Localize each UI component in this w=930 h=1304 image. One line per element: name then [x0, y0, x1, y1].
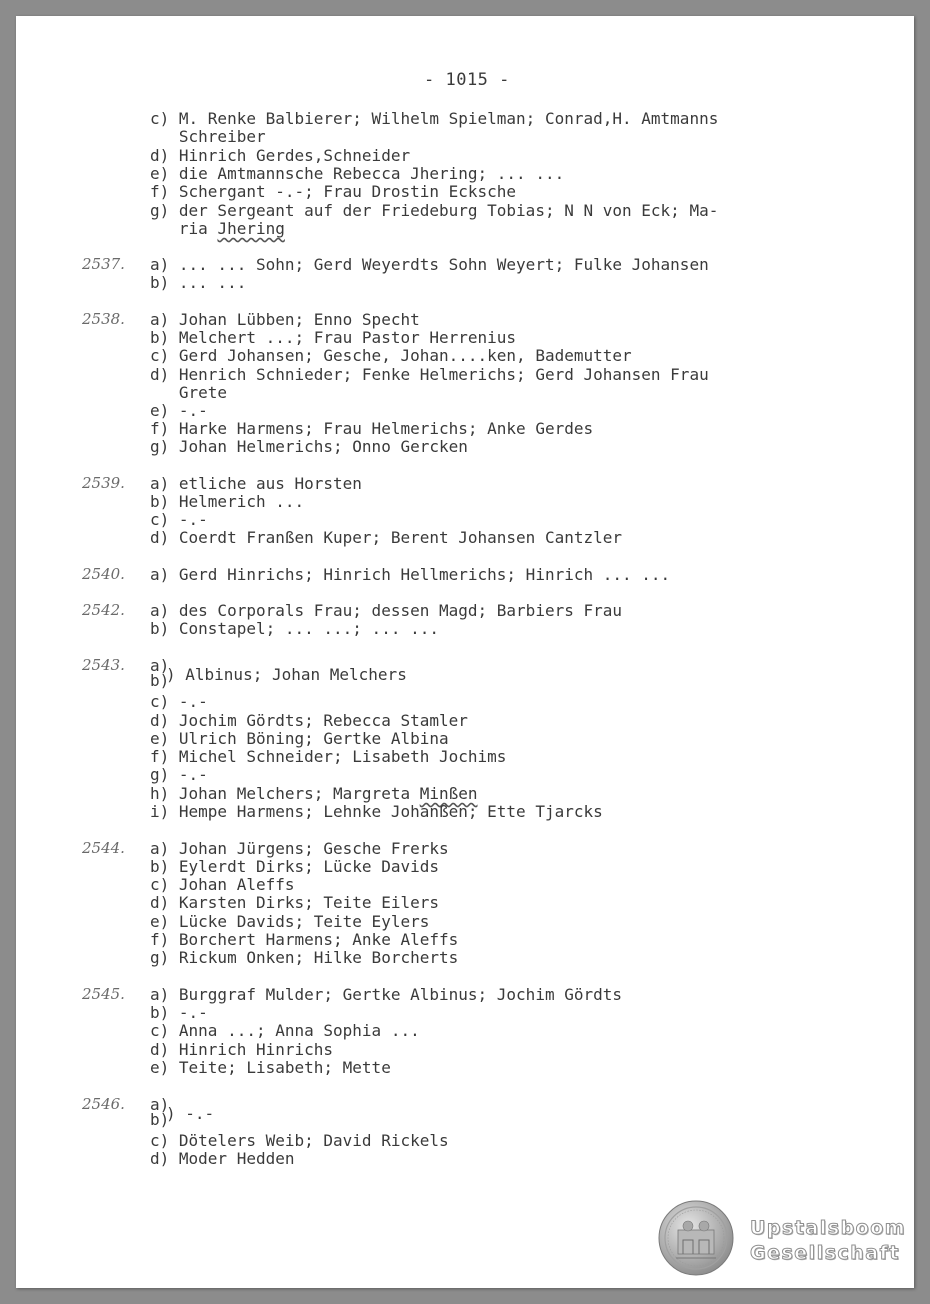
- entry-line: f) Harke Harmens; Frau Helmerichs; Anke Gerdes: [150, 419, 594, 438]
- entry-line: Schreiber: [150, 127, 266, 146]
- society-seal-icon: [658, 1200, 734, 1276]
- entry-number-2540: 2540.: [82, 565, 125, 583]
- entry-number-2539: 2539.: [82, 474, 125, 492]
- entry-line: Grete: [150, 383, 228, 402]
- document-page: [16, 16, 914, 1288]
- entry-label: a): [150, 1095, 170, 1114]
- entry-line: g) Rickum Onken; Hilke Borcherts: [150, 948, 459, 967]
- entry-line: c) M. Renke Balbierer; Wilhelm Spielman; Conrad,H. Amtmanns: [150, 109, 719, 128]
- entry-line: b) Melchert ...; Frau Pastor Herrenius: [150, 328, 517, 347]
- entry-line: c) Gerd Johansen; Gesche, Johan....ken, Bademutter: [150, 346, 632, 365]
- entry-line: b) ... ...: [150, 273, 247, 292]
- underlined-name: Jhering: [217, 219, 285, 238]
- entry-number-2544: 2544.: [82, 839, 125, 857]
- entry-number-2546: 2546.: [82, 1095, 125, 1113]
- entry-line: e) Lücke Davids; Teite Eylers: [150, 912, 430, 931]
- entry-line: d) Moder Hedden: [150, 1149, 295, 1168]
- entry-line: e) die Amtmannsche Rebecca Jhering; ... ...: [150, 164, 565, 183]
- entry-line: b) Eylerdt Dirks; Lücke Davids: [150, 857, 439, 876]
- watermark-line-2: Gesellschaft: [750, 1242, 900, 1264]
- entry-text: h) Johan Melchers; Margreta: [150, 784, 420, 803]
- entry-line: a) des Corporals Frau; dessen Magd; Barbiers Frau: [150, 601, 623, 620]
- page-number: - 1015 -: [424, 70, 510, 90]
- entry-line: b) -.-: [150, 1003, 208, 1022]
- entry-line: g) -.-: [150, 765, 208, 784]
- entry-line: ) -.-: [166, 1104, 215, 1123]
- entry-line: a) Gerd Hinrichs; Hinrich Hellmerichs; Hinrich ... ...: [150, 565, 671, 584]
- entry-label: b): [150, 1110, 170, 1129]
- entry-line: ) Albinus; Johan Melchers: [166, 665, 407, 684]
- entry-number-2545: 2545.: [82, 985, 125, 1003]
- entry-line: a) ... ... Sohn; Gerd Weyerdts Sohn Weyert; Fulke Johansen: [150, 255, 709, 274]
- entry-number-2543: 2543.: [82, 656, 125, 674]
- entry-line: d) Hinrich Gerdes,Schneider: [150, 146, 411, 165]
- entry-line: f) Borchert Harmens; Anke Aleffs: [150, 930, 459, 949]
- entry-number-2537: 2537.: [82, 255, 125, 273]
- entry-line: c) -.-: [150, 692, 208, 711]
- entry-line: c) Johan Aleffs: [150, 875, 295, 894]
- entry-line: a) Johan Jürgens; Gesche Frerks: [150, 839, 449, 858]
- entry-line: [150, 220, 285, 238]
- entry-line: e) -.-: [150, 401, 208, 420]
- entry-line: e) Teite; Lisabeth; Mette: [150, 1058, 391, 1077]
- entry-line: a) Johan Lübben; Enno Specht: [150, 310, 420, 329]
- entry-number-2538: 2538.: [82, 310, 125, 328]
- entry-line: g) Johan Helmerichs; Onno Gercken: [150, 437, 468, 456]
- entry-line: d) Jochim Gördts; Rebecca Stamler: [150, 711, 468, 730]
- entry-line: c) -.-: [150, 510, 208, 529]
- entry-line: c) Anna ...; Anna Sophia ...: [150, 1021, 420, 1040]
- entry-line: d) Hinrich Hinrichs: [150, 1040, 334, 1059]
- typed-text: [16, 16, 914, 1288]
- entry-line: a) Burggraf Mulder; Gertke Albinus; Jochim Gördts: [150, 985, 623, 1004]
- entry-line: b) Constapel; ... ...; ... ...: [150, 619, 439, 638]
- underlined-name: Minßen: [419, 784, 478, 803]
- entry-line: b) Helmerich ...: [150, 492, 305, 511]
- entry-text: ria: [150, 219, 218, 238]
- entry-label: a): [150, 656, 170, 675]
- entry-line: g) der Sergeant auf der Friedeburg Tobias; N N von Eck; Ma-: [150, 201, 719, 220]
- entry-line: [150, 785, 478, 803]
- entry-label: b): [150, 671, 170, 690]
- entry-line: c) Dötelers Weib; David Rickels: [150, 1131, 449, 1150]
- entry-line: f) Schergant -.-; Frau Drostin Ecksche: [150, 182, 517, 201]
- entry-line: i) Hempe Harmens; Lehnke Johanßen; Ette Tjarcks: [150, 802, 603, 821]
- entry-line: d) Henrich Schnieder; Fenke Helmerichs; Gerd Johansen Frau: [150, 365, 709, 384]
- entry-line: d) Coerdt Franßen Kuper; Berent Johansen Cantzler: [150, 528, 623, 547]
- entry-line: d) Karsten Dirks; Teite Eilers: [150, 893, 439, 912]
- watermark-line-1: Upstalsboom: [750, 1217, 907, 1239]
- entry-number-2542: 2542.: [82, 601, 125, 619]
- entry-line: a) etliche aus Horsten: [150, 474, 362, 493]
- entry-line: f) Michel Schneider; Lisabeth Jochims: [150, 747, 507, 766]
- entry-line: e) Ulrich Böning; Gertke Albina: [150, 729, 449, 748]
